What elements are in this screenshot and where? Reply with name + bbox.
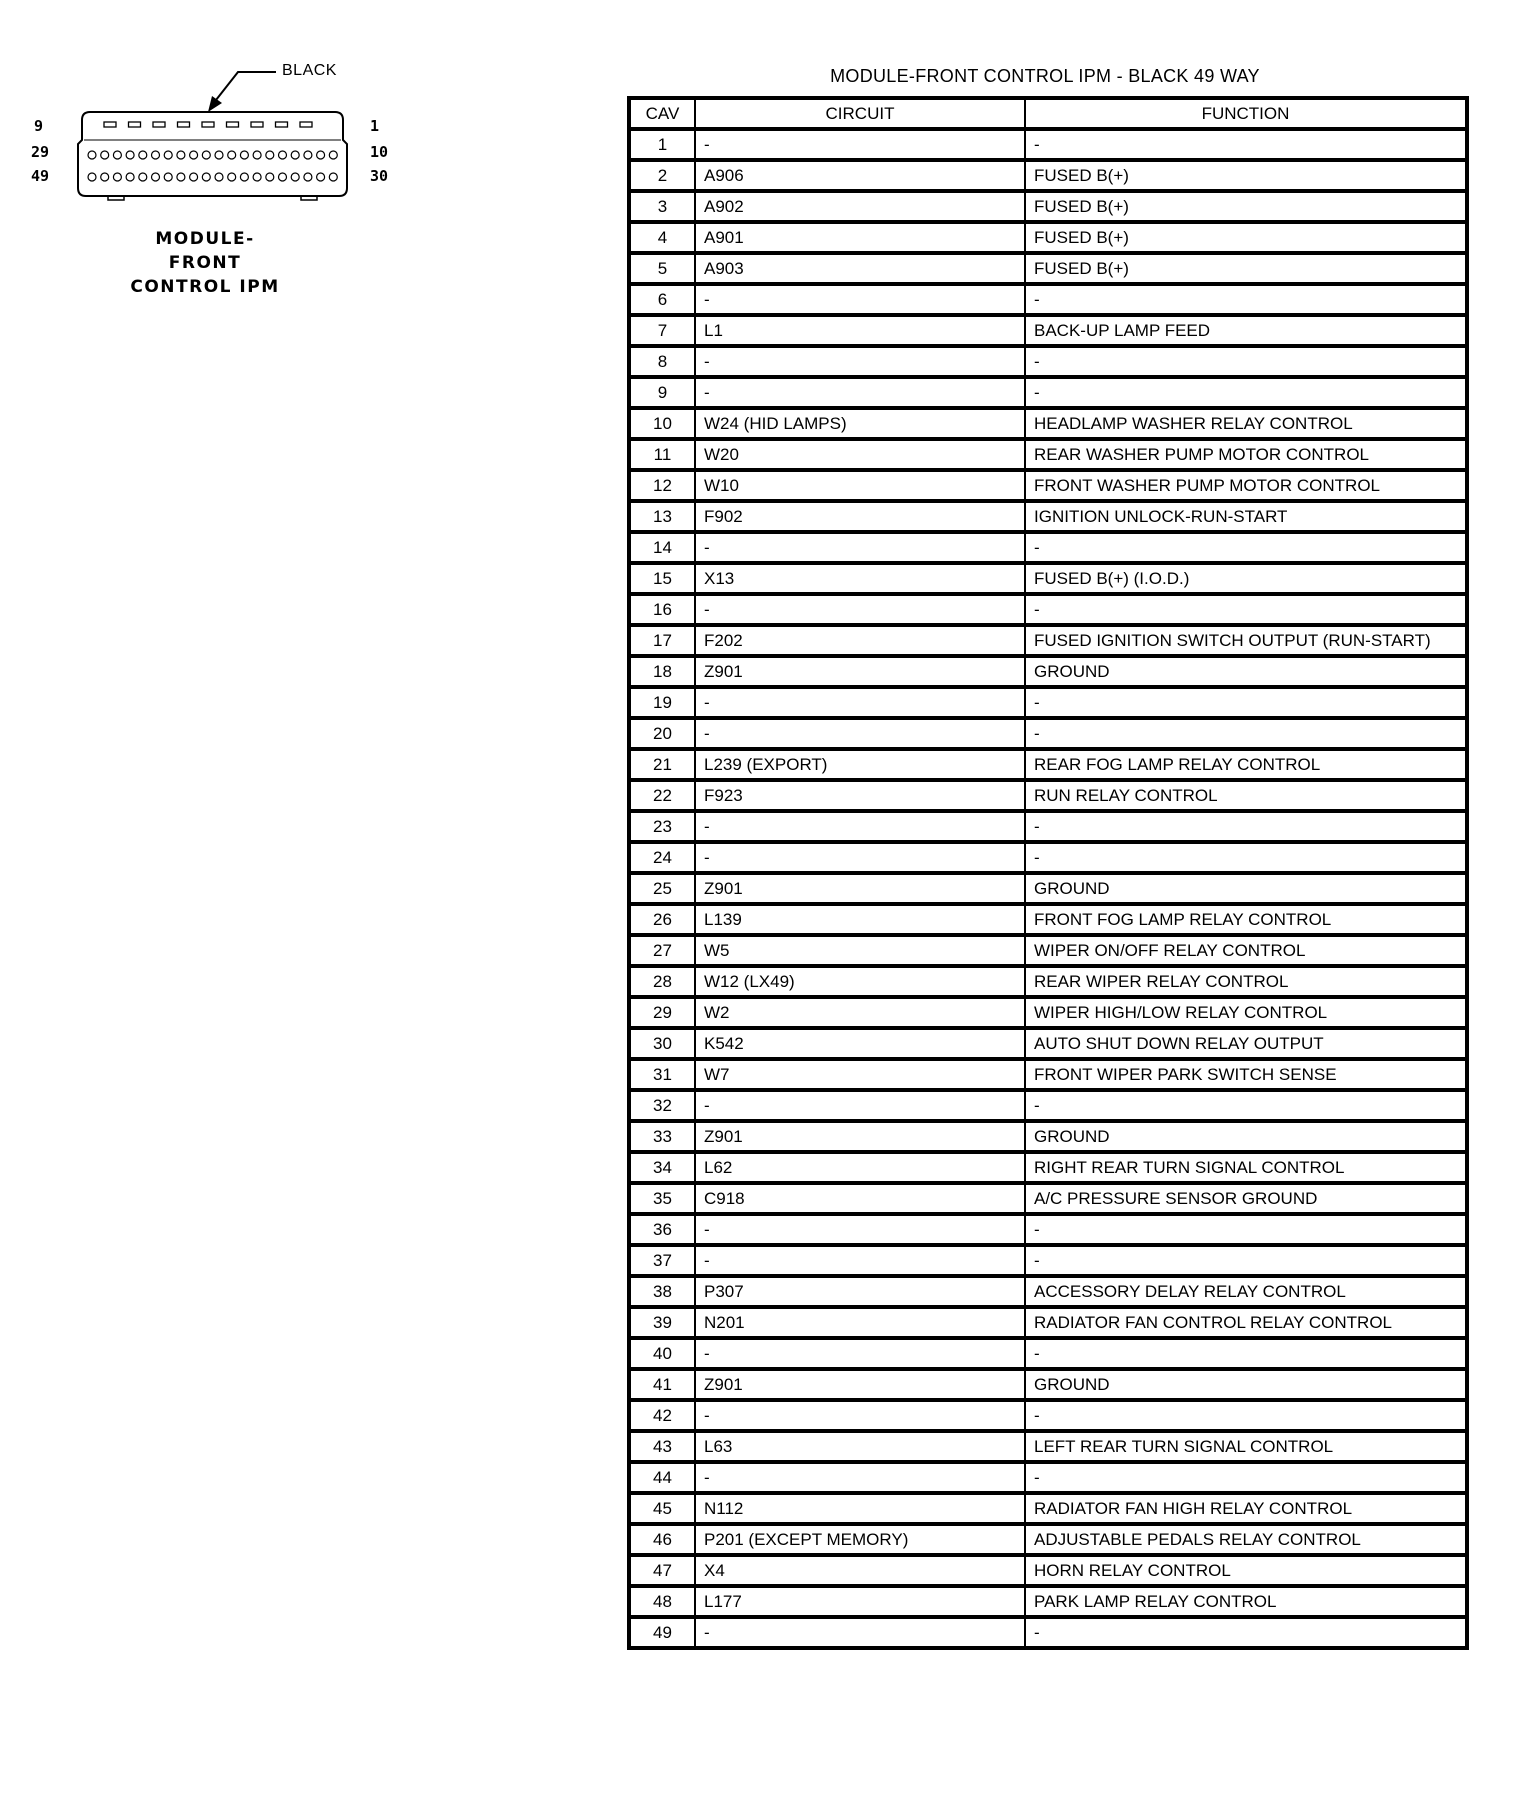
cav-cell: 6 [629, 284, 695, 315]
function-cell: - [1025, 1245, 1467, 1276]
function-cell: FUSED B(+) [1025, 160, 1467, 191]
table-row [629, 1121, 1467, 1152]
cav-cell: 19 [629, 687, 695, 718]
function-cell: AUTO SHUT DOWN RELAY OUTPUT [1025, 1028, 1467, 1059]
circuit-cell: P307 [695, 1276, 1025, 1307]
cav-cell: 10 [629, 408, 695, 439]
table-row [629, 1090, 1467, 1121]
cav-cell: 48 [629, 1586, 695, 1617]
cav-cell: 5 [629, 253, 695, 284]
circuit-cell: - [695, 594, 1025, 625]
table-row [629, 1617, 1467, 1648]
connector-face-icon [0, 40, 460, 240]
cav-cell: 39 [629, 1307, 695, 1338]
table-row [629, 1338, 1467, 1369]
circuit-cell: Z901 [695, 1369, 1025, 1400]
table-row [629, 1028, 1467, 1059]
function-cell: - [1025, 1400, 1467, 1431]
function-cell: ACCESSORY DELAY RELAY CONTROL [1025, 1276, 1467, 1307]
table-row [629, 408, 1467, 439]
cav-cell: 36 [629, 1214, 695, 1245]
circuit-cell: - [695, 1462, 1025, 1493]
function-cell: - [1025, 1090, 1467, 1121]
cav-cell: 43 [629, 1431, 695, 1462]
connector-name-line: MODULE- [155, 229, 255, 249]
cav-cell: 2 [629, 160, 695, 191]
circuit-cell: F902 [695, 501, 1025, 532]
circuit-cell: F923 [695, 780, 1025, 811]
cav-cell: 25 [629, 873, 695, 904]
cav-cell: 40 [629, 1338, 695, 1369]
function-cell: FUSED B(+) [1025, 191, 1467, 222]
circuit-cell: N112 [695, 1493, 1025, 1524]
table-row [629, 1493, 1467, 1524]
circuit-cell: Z901 [695, 656, 1025, 687]
header-function: FUNCTION [1025, 98, 1467, 129]
circuit-cell: - [695, 1617, 1025, 1648]
cav-cell: 3 [629, 191, 695, 222]
function-cell: REAR WIPER RELAY CONTROL [1025, 966, 1467, 997]
cav-cell: 28 [629, 966, 695, 997]
cav-cell: 21 [629, 749, 695, 780]
function-cell: FRONT WIPER PARK SWITCH SENSE [1025, 1059, 1467, 1090]
cav-cell: 42 [629, 1400, 695, 1431]
function-cell: - [1025, 129, 1467, 160]
cav-cell: 27 [629, 935, 695, 966]
cav-cell: 9 [629, 377, 695, 408]
cav-cell: 35 [629, 1183, 695, 1214]
circuit-cell: A903 [695, 253, 1025, 284]
circuit-cell: L177 [695, 1586, 1025, 1617]
function-cell: REAR FOG LAMP RELAY CONTROL [1025, 749, 1467, 780]
function-cell: RADIATOR FAN CONTROL RELAY CONTROL [1025, 1307, 1467, 1338]
table-row [629, 1214, 1467, 1245]
cav-cell: 46 [629, 1524, 695, 1555]
function-cell: RIGHT REAR TURN SIGNAL CONTROL [1025, 1152, 1467, 1183]
cav-cell: 24 [629, 842, 695, 873]
table-row [629, 253, 1467, 284]
circuit-cell: - [695, 842, 1025, 873]
circuit-cell: W12 (LX49) [695, 966, 1025, 997]
function-cell: - [1025, 687, 1467, 718]
cav-cell: 33 [629, 1121, 695, 1152]
table-row [629, 780, 1467, 811]
function-cell: PARK LAMP RELAY CONTROL [1025, 1586, 1467, 1617]
function-cell: LEFT REAR TURN SIGNAL CONTROL [1025, 1431, 1467, 1462]
connector-name [120, 227, 290, 299]
circuit-cell: W10 [695, 470, 1025, 501]
cav-cell: 4 [629, 222, 695, 253]
function-cell: FUSED B(+) (I.O.D.) [1025, 563, 1467, 594]
table-row [629, 811, 1467, 842]
function-cell: FUSED B(+) [1025, 253, 1467, 284]
circuit-cell: - [695, 687, 1025, 718]
circuit-cell: Z901 [695, 1121, 1025, 1152]
pin-label-mid-left: 29 [31, 143, 50, 161]
table-row [629, 935, 1467, 966]
table-row [629, 687, 1467, 718]
table-row [629, 997, 1467, 1028]
circuit-cell: W2 [695, 997, 1025, 1028]
function-cell: GROUND [1025, 873, 1467, 904]
circuit-cell: - [695, 129, 1025, 160]
table-row [629, 284, 1467, 315]
cav-cell: 32 [629, 1090, 695, 1121]
circuit-cell: A901 [695, 222, 1025, 253]
function-cell: - [1025, 811, 1467, 842]
circuit-cell: L1 [695, 315, 1025, 346]
function-cell: - [1025, 532, 1467, 563]
cav-cell: 47 [629, 1555, 695, 1586]
function-cell: - [1025, 1338, 1467, 1369]
cav-cell: 23 [629, 811, 695, 842]
circuit-cell: Z901 [695, 873, 1025, 904]
table-row [629, 563, 1467, 594]
table-row [629, 222, 1467, 253]
cav-cell: 22 [629, 780, 695, 811]
table-row [629, 470, 1467, 501]
table-row [629, 842, 1467, 873]
circuit-cell: - [695, 532, 1025, 563]
cav-cell: 26 [629, 904, 695, 935]
cav-cell: 12 [629, 470, 695, 501]
table-row [629, 1369, 1467, 1400]
table-row [629, 1400, 1467, 1431]
circuit-cell: - [695, 1090, 1025, 1121]
function-cell: ADJUSTABLE PEDALS RELAY CONTROL [1025, 1524, 1467, 1555]
table-row [629, 656, 1467, 687]
circuit-cell: F202 [695, 625, 1025, 656]
function-cell: FUSED IGNITION SWITCH OUTPUT (RUN-START) [1025, 625, 1467, 656]
cav-cell: 18 [629, 656, 695, 687]
circuit-cell: K542 [695, 1028, 1025, 1059]
table-row [629, 1586, 1467, 1617]
table-row [629, 191, 1467, 222]
circuit-cell: W5 [695, 935, 1025, 966]
circuit-cell: - [695, 284, 1025, 315]
cav-cell: 14 [629, 532, 695, 563]
circuit-cell: - [695, 811, 1025, 842]
circuit-cell: N201 [695, 1307, 1025, 1338]
circuit-cell: A902 [695, 191, 1025, 222]
circuit-cell: - [695, 1214, 1025, 1245]
circuit-cell: A906 [695, 160, 1025, 191]
circuit-cell: - [695, 1400, 1025, 1431]
table-header-row [629, 98, 1467, 129]
function-cell: FRONT WASHER PUMP MOTOR CONTROL [1025, 470, 1467, 501]
connector-name-line: FRONT [168, 253, 242, 273]
cav-cell: 16 [629, 594, 695, 625]
table-row [629, 315, 1467, 346]
connector-diagram [0, 40, 460, 320]
function-cell: HORN RELAY CONTROL [1025, 1555, 1467, 1586]
cav-cell: 7 [629, 315, 695, 346]
function-cell: GROUND [1025, 1121, 1467, 1152]
function-cell: WIPER ON/OFF RELAY CONTROL [1025, 935, 1467, 966]
table-row [629, 594, 1467, 625]
table-row [629, 966, 1467, 997]
table-row [629, 1431, 1467, 1462]
header-circuit: CIRCUIT [695, 98, 1025, 129]
table-row [629, 749, 1467, 780]
function-cell: - [1025, 718, 1467, 749]
table-row [629, 1307, 1467, 1338]
connector-name-line: CONTROL IPM [130, 277, 280, 297]
circuit-cell: W20 [695, 439, 1025, 470]
circuit-cell: L63 [695, 1431, 1025, 1462]
function-cell: FRONT FOG LAMP RELAY CONTROL [1025, 904, 1467, 935]
connector-color-label: BLACK [282, 62, 337, 79]
cav-cell: 37 [629, 1245, 695, 1276]
cav-cell: 11 [629, 439, 695, 470]
circuit-cell: W24 (HID LAMPS) [695, 408, 1025, 439]
function-cell: FUSED B(+) [1025, 222, 1467, 253]
function-cell: RUN RELAY CONTROL [1025, 780, 1467, 811]
circuit-cell: L62 [695, 1152, 1025, 1183]
function-cell: RADIATOR FAN HIGH RELAY CONTROL [1025, 1493, 1467, 1524]
cav-cell: 13 [629, 501, 695, 532]
table-row [629, 346, 1467, 377]
table-row [629, 377, 1467, 408]
function-cell: IGNITION UNLOCK-RUN-START [1025, 501, 1467, 532]
cav-cell: 44 [629, 1462, 695, 1493]
function-cell: A/C PRESSURE SENSOR GROUND [1025, 1183, 1467, 1214]
cav-cell: 1 [629, 129, 695, 160]
function-cell: - [1025, 377, 1467, 408]
cav-cell: 34 [629, 1152, 695, 1183]
table-title: MODULE-FRONT CONTROL IPM - BLACK 49 WAY [830, 66, 1260, 86]
cav-cell: 20 [629, 718, 695, 749]
circuit-cell: L139 [695, 904, 1025, 935]
pin-label-top-right: 1 [370, 117, 380, 135]
table-row [629, 532, 1467, 563]
table-row [629, 129, 1467, 160]
table-row [629, 718, 1467, 749]
table-row [629, 1462, 1467, 1493]
table-row [629, 1245, 1467, 1276]
cav-cell: 8 [629, 346, 695, 377]
pin-label-bottom-right: 30 [370, 167, 389, 185]
function-cell: HEADLAMP WASHER RELAY CONTROL [1025, 408, 1467, 439]
function-cell: BACK-UP LAMP FEED [1025, 315, 1467, 346]
pin-label-bottom-left: 49 [31, 167, 50, 185]
table-row [629, 160, 1467, 191]
table-row [629, 1524, 1467, 1555]
circuit-cell: P201 (EXCEPT MEMORY) [695, 1524, 1025, 1555]
circuit-cell: - [695, 1338, 1025, 1369]
function-cell: - [1025, 346, 1467, 377]
function-cell: - [1025, 1214, 1467, 1245]
table-row [629, 904, 1467, 935]
table-row [629, 1555, 1467, 1586]
circuit-cell: - [695, 377, 1025, 408]
cav-cell: 49 [629, 1617, 695, 1648]
table-row [629, 873, 1467, 904]
circuit-cell: X13 [695, 563, 1025, 594]
circuit-cell: - [695, 1245, 1025, 1276]
function-cell: - [1025, 1617, 1467, 1648]
cav-cell: 17 [629, 625, 695, 656]
pin-label-top-left: 9 [34, 117, 44, 135]
header-cav: CAV [629, 98, 695, 129]
cav-cell: 41 [629, 1369, 695, 1400]
circuit-cell: L239 (EXPORT) [695, 749, 1025, 780]
function-cell: REAR WASHER PUMP MOTOR CONTROL [1025, 439, 1467, 470]
cav-cell: 30 [629, 1028, 695, 1059]
pin-label-mid-right: 10 [370, 143, 389, 161]
cav-cell: 31 [629, 1059, 695, 1090]
function-cell: - [1025, 842, 1467, 873]
circuit-cell: W7 [695, 1059, 1025, 1090]
function-cell: - [1025, 284, 1467, 315]
circuit-cell: X4 [695, 1555, 1025, 1586]
function-cell: - [1025, 1462, 1467, 1493]
pinout-table [627, 96, 1469, 1650]
function-cell: - [1025, 594, 1467, 625]
table-row [629, 1152, 1467, 1183]
function-cell: WIPER HIGH/LOW RELAY CONTROL [1025, 997, 1467, 1028]
cav-cell: 45 [629, 1493, 695, 1524]
circuit-cell: - [695, 718, 1025, 749]
table-row [629, 1059, 1467, 1090]
table-row [629, 501, 1467, 532]
table-row [629, 1183, 1467, 1214]
cav-cell: 29 [629, 997, 695, 1028]
table-row [629, 439, 1467, 470]
cav-cell: 15 [629, 563, 695, 594]
table-row [629, 1276, 1467, 1307]
cav-cell: 38 [629, 1276, 695, 1307]
circuit-cell: - [695, 346, 1025, 377]
function-cell: GROUND [1025, 656, 1467, 687]
table-row [629, 625, 1467, 656]
circuit-cell: C918 [695, 1183, 1025, 1214]
function-cell: GROUND [1025, 1369, 1467, 1400]
